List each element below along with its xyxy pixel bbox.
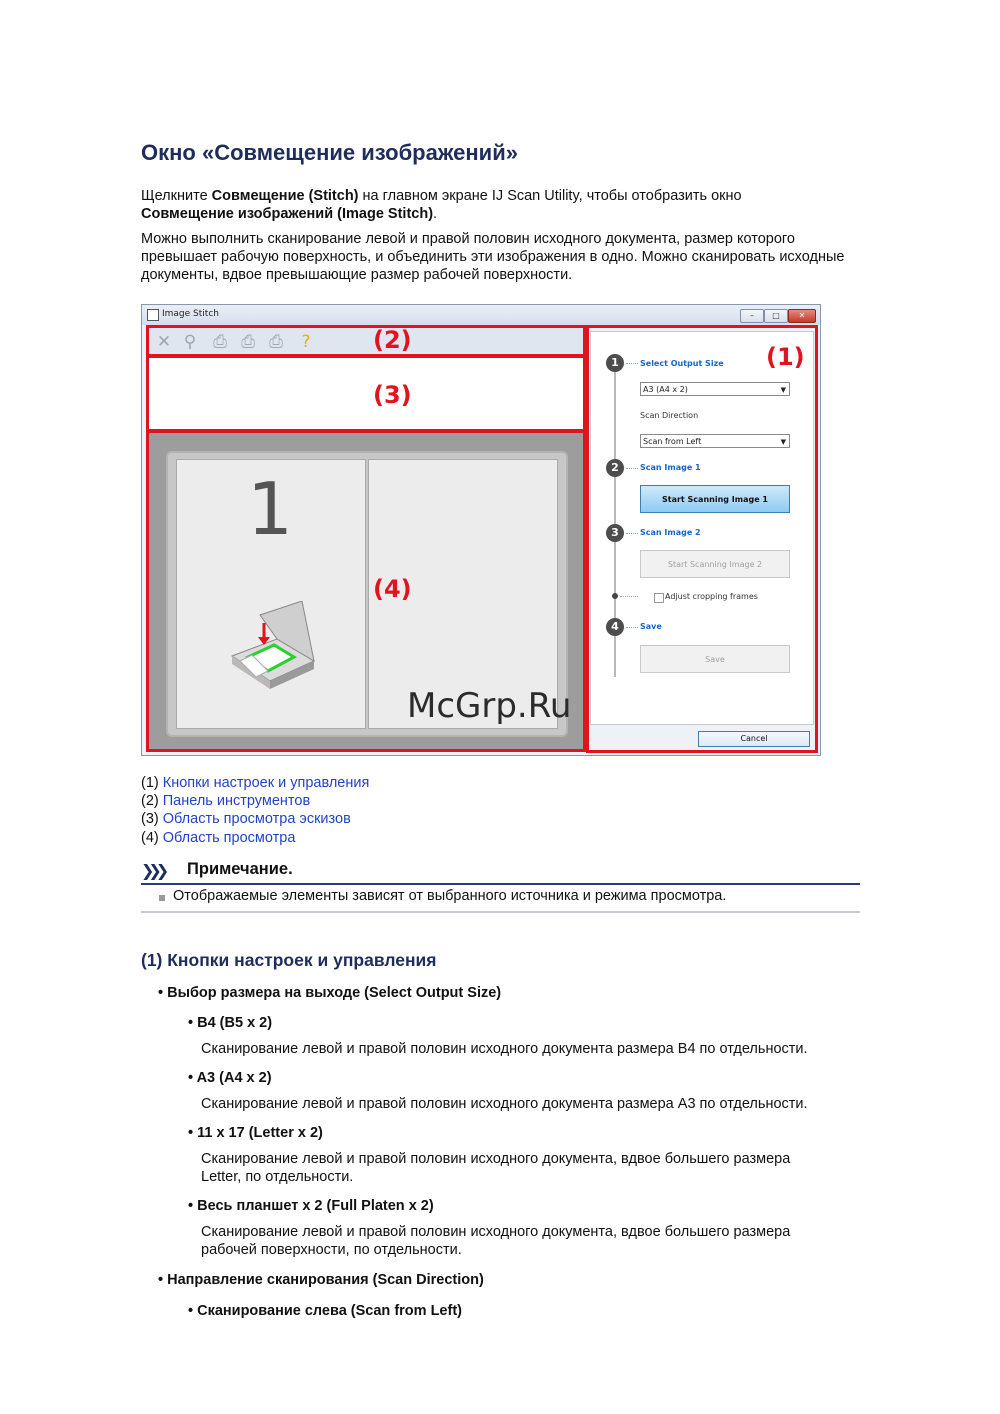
adjust-cropping-label: Adjust cropping frames: [665, 592, 758, 601]
page-title: Окно «Совмещение изображений»: [141, 140, 518, 165]
scan-direction-label: Scan Direction: [640, 411, 699, 420]
swap-icon[interactable]: ⎙: [269, 332, 283, 352]
intro-text: Щелкните: [141, 188, 212, 204]
sub-bullet-b4: • B4 (B5 x 2): [188, 1015, 273, 1031]
output-size-value: A3 (A4 x 2): [643, 385, 688, 394]
sub-bullet-title: Сканирование слева (Scan from Left): [197, 1303, 462, 1319]
intro-text: .: [433, 206, 438, 222]
legend-item: [141, 829, 369, 847]
sub-bullet-a3: • A3 (A4 x 2): [188, 1070, 272, 1086]
step-1-icon: 1: [606, 354, 624, 372]
note-title: Примечание.: [187, 860, 293, 878]
delete-icon[interactable]: ✕: [156, 332, 172, 352]
legend-link-settings[interactable]: Кнопки настроек и управления: [162, 775, 370, 791]
legend-number: (4): [141, 829, 163, 846]
bullet-text: Выбор размера на выходе (Select Output Size): [167, 985, 502, 1001]
minimize-button[interactable]: –: [740, 309, 764, 323]
sub-bullet-desc: Сканирование левой и правой половин исходного документа размера A3 по отдельности.: [201, 1096, 808, 1112]
window-titlebar: [142, 305, 820, 325]
highlight-settings-panel: [586, 325, 818, 753]
window-title: Image Stitch: [162, 309, 219, 319]
highlight-toolbar: [146, 325, 586, 357]
bullet-text: Направление сканирования (Scan Direction): [167, 1272, 484, 1288]
sub-bullet-title: B4 (B5 x 2): [197, 1015, 273, 1031]
legend-number: (3): [141, 811, 163, 828]
note-arrows-icon: ❯❯❯: [141, 863, 164, 880]
start-scanning-image-1-button[interactable]: Start Scanning Image 1: [640, 485, 790, 513]
intro-paragraph-1: [141, 187, 861, 223]
legend-item: [141, 774, 369, 792]
chevron-down-icon: ▼: [780, 438, 786, 446]
label-4: (4): [373, 575, 412, 603]
zoom-icon[interactable]: ⚲: [183, 332, 197, 352]
bullet-scan-direction: • Направление сканирования (Scan Direction): [158, 1272, 484, 1288]
select-output-size-link[interactable]: Select Output Size: [640, 359, 724, 368]
sub-bullet-title: A3 (A4 x 2): [196, 1070, 272, 1086]
sub-bullet-title: Весь планшет x 2 (Full Platen x 2): [197, 1198, 434, 1214]
note-body: [141, 885, 860, 913]
highlight-thumbnail-area: [146, 355, 586, 432]
note-header: [141, 859, 860, 885]
step-2-icon: 2: [606, 459, 624, 477]
save-link[interactable]: Save: [640, 622, 662, 631]
rotate-right-icon[interactable]: ⎙: [241, 332, 255, 352]
help-icon[interactable]: ?: [301, 332, 311, 352]
legend-number: (2): [141, 793, 163, 810]
legend-link-toolbar[interactable]: Панель инструментов: [162, 793, 311, 810]
section-heading: (1) Кнопки настроек и управления: [141, 950, 437, 970]
preview-number: 1: [247, 467, 293, 551]
chevron-down-icon: ▼: [780, 386, 786, 394]
close-button[interactable]: ✕: [788, 309, 816, 323]
intro-bold-stitch: Совмещение (Stitch): [211, 188, 359, 204]
intro-bold-image-stitch: Совмещение изображений (Image Stitch): [141, 206, 434, 222]
scan-image-2-link[interactable]: Scan Image 2: [640, 528, 701, 537]
label-1: (1): [766, 343, 805, 371]
sub-bullet-scan-from-left: • Сканирование слева (Scan from Left): [188, 1303, 462, 1319]
bullet-square-icon: [159, 895, 165, 901]
legend-link-thumbnail[interactable]: Область просмотра эскизов: [162, 811, 351, 828]
sub-bullet-desc: Сканирование левой и правой половин исходного документа, вдвое большего размера рабочей поверхности, по отдельности.: [201, 1224, 791, 1258]
sub-bullet-desc: Сканирование левой и правой половин исходного документа, вдвое большего размера Letter, по отдельности.: [201, 1151, 791, 1185]
scan-direction-value: Scan from Left: [643, 437, 702, 446]
sub-bullet-desc: Сканирование левой и правой половин исходного документа размера B4 по отдельности.: [201, 1041, 808, 1057]
legend-item: [141, 792, 369, 810]
maximize-button[interactable]: □: [764, 309, 788, 323]
label-3: (3): [373, 381, 412, 409]
bullet-select-output-size: • Выбор размера на выходе (Select Output Size): [158, 985, 502, 1001]
sub-bullet-11x17: • 11 x 17 (Letter x 2): [188, 1125, 323, 1141]
intro-paragraph-2: Можно выполнить сканирование левой и правой половин исходного документа, размер которого превышает рабочую поверхность, и объединить эти изображения в одно. Можно сканировать исходные документы, вдвое превышающие размер рабочей поверхности.: [141, 231, 845, 283]
start-scanning-image-2-button[interactable]: Start Scanning Image 2: [640, 550, 790, 578]
step-4-icon: 4: [606, 618, 624, 636]
legend-list: [141, 774, 369, 847]
label-2: (2): [373, 326, 412, 354]
legend-number: (1): [141, 775, 163, 791]
note-text: Отображаемые элементы зависят от выбранного источника и режима просмотра.: [173, 888, 727, 904]
intro-text: на главном экране IJ Scan Utility, чтобы отобразить окно: [358, 188, 742, 204]
sub-bullet-full-platen: • Весь планшет x 2 (Full Platen x 2): [188, 1198, 434, 1214]
sub-bullet-title: 11 x 17 (Letter x 2): [197, 1125, 323, 1141]
step-3-icon: 3: [606, 524, 624, 542]
app-icon: [147, 309, 159, 321]
watermark-text: McGrp.Ru: [407, 686, 572, 726]
legend-link-preview[interactable]: Область просмотра: [162, 829, 296, 846]
rotate-left-icon[interactable]: ⎙: [213, 332, 227, 352]
legend-item: [141, 810, 369, 828]
save-button[interactable]: Save: [640, 645, 790, 673]
scan-image-1-link[interactable]: Scan Image 1: [640, 463, 701, 472]
cancel-button[interactable]: Cancel: [698, 731, 810, 747]
